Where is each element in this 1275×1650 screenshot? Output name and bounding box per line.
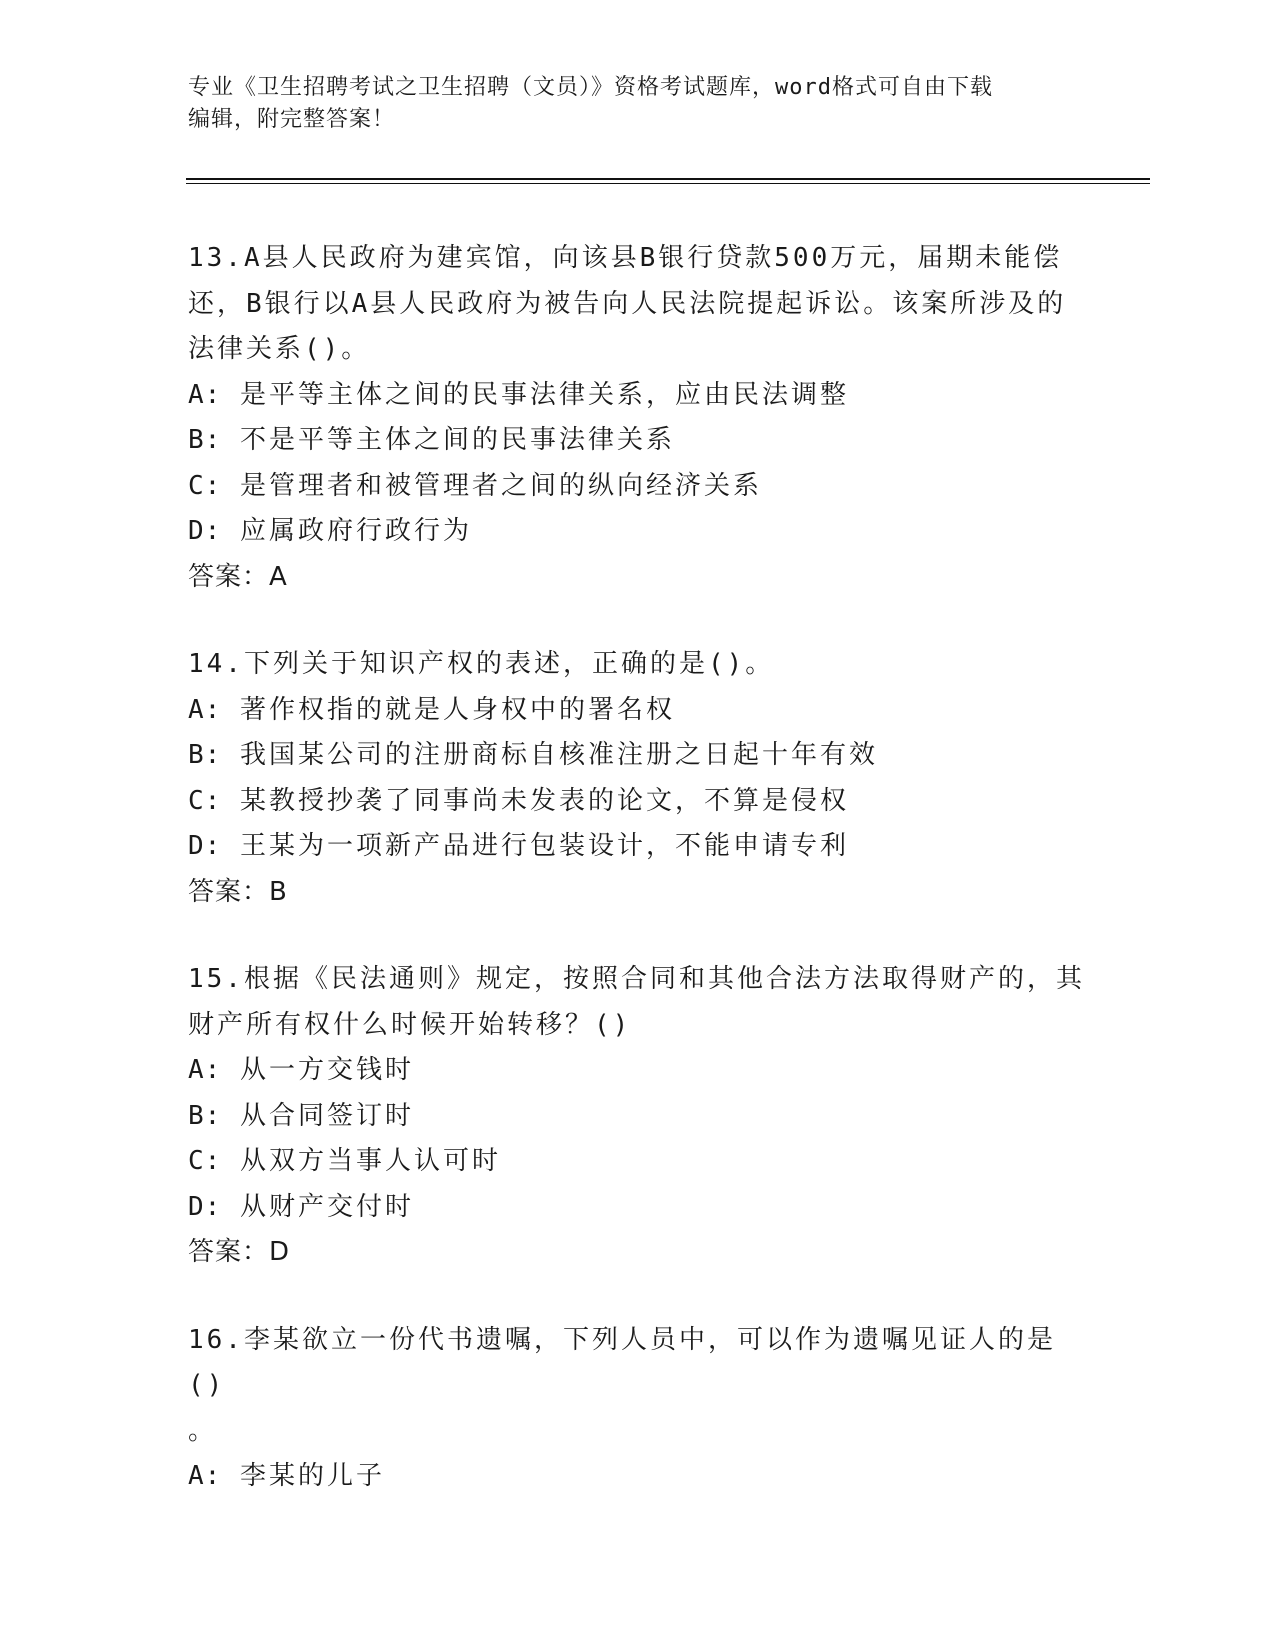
- option-c: [188, 779, 1088, 825]
- option-text: 从财产交付时: [239, 1191, 414, 1222]
- option-text: 从合同签订时: [239, 1100, 414, 1131]
- option-a: [188, 688, 1088, 734]
- answer-label: 答案：B: [188, 876, 288, 907]
- option-letter: C:: [188, 785, 222, 816]
- option-d: [188, 509, 1088, 555]
- option-letter: A:: [188, 694, 222, 725]
- question-stem-line: 还，B银行以A县人民政府为被告向人民法院提起诉讼。该案所涉及的: [188, 288, 1067, 319]
- question-stem-line: 16.李某欲立一份代书遗嘱，下列人员中，可以作为遗嘱见证人的是(): [188, 1324, 1056, 1400]
- option-letter: D:: [188, 831, 222, 861]
- option-letter: D:: [188, 516, 222, 546]
- option-letter: C:: [188, 1146, 222, 1176]
- question-stem-line: 。: [188, 1415, 218, 1446]
- option-text: 应属政府行政行为: [239, 516, 472, 546]
- option-text: 著作权指的就是人身权中的署名权: [239, 694, 675, 725]
- option-c: [188, 464, 1088, 510]
- question-13: [188, 236, 1088, 600]
- question-stem-line: 14.下列关于知识产权的表述，正确的是()。: [188, 649, 775, 679]
- option-b: [188, 418, 1088, 464]
- document-header: [188, 72, 1088, 136]
- option-a: [188, 373, 1088, 419]
- option-text: 是管理者和被管理者之间的纵向经济关系: [239, 470, 762, 501]
- question-stem-line: 13.A县人民政府为建宾馆，向该县B银行贷款500万元，届期未能偿: [188, 243, 1063, 273]
- option-letter: D:: [188, 1191, 222, 1222]
- option-text: 某教授抄袭了同事尚未发表的论文，不算是侵权: [239, 785, 849, 816]
- option-letter: B:: [188, 1100, 222, 1131]
- option-d: [188, 1185, 1088, 1231]
- question-stem-line: 财产所有权什么时候开始转移？(): [188, 1009, 632, 1040]
- option-letter: B:: [188, 740, 222, 770]
- header-rule-thin: [186, 183, 1150, 184]
- header-rule-thick: [186, 178, 1150, 180]
- option-a: [188, 1048, 1088, 1094]
- option-text: 从一方交钱时: [239, 1055, 414, 1085]
- option-a: [188, 1454, 1088, 1500]
- question-14: [188, 642, 1088, 915]
- option-text: 不是平等主体之间的民事法律关系: [239, 425, 675, 455]
- header-line-1: 专业《卫生招聘考试之卫生招聘（文员）》资格考试题库，word格式可自由下载: [188, 75, 993, 100]
- option-text: 从双方当事人认可时: [239, 1146, 501, 1176]
- option-text: 我国某公司的注册商标自核准注册之日起十年有效: [239, 740, 878, 770]
- option-text: 王某为一项新产品进行包装设计，不能申请专利: [239, 831, 849, 861]
- option-letter: A:: [188, 379, 222, 410]
- question-16: [188, 1318, 1088, 1500]
- question-15: [188, 957, 1088, 1276]
- option-letter: A:: [188, 1461, 222, 1491]
- option-text: 是平等主体之间的民事法律关系，应由民法调整: [239, 379, 849, 410]
- header-line-2: 编辑，附完整答案！: [188, 107, 396, 132]
- option-b: [188, 1094, 1088, 1140]
- option-d: [188, 824, 1088, 870]
- question-stem-line: 法律关系()。: [188, 334, 371, 364]
- option-text: 李某的儿子: [239, 1461, 385, 1491]
- option-letter: C:: [188, 470, 222, 501]
- question-stem-line: 15.根据《民法通则》规定，按照合同和其他合法方法取得财产的，其: [188, 964, 1085, 994]
- question-list: [188, 236, 1088, 1542]
- answer-label: 答案：D: [188, 1237, 291, 1267]
- option-c: [188, 1139, 1088, 1185]
- option-letter: A:: [188, 1055, 222, 1085]
- option-b: [188, 733, 1088, 779]
- answer-label: 答案：A: [188, 561, 288, 592]
- option-letter: B:: [188, 425, 222, 455]
